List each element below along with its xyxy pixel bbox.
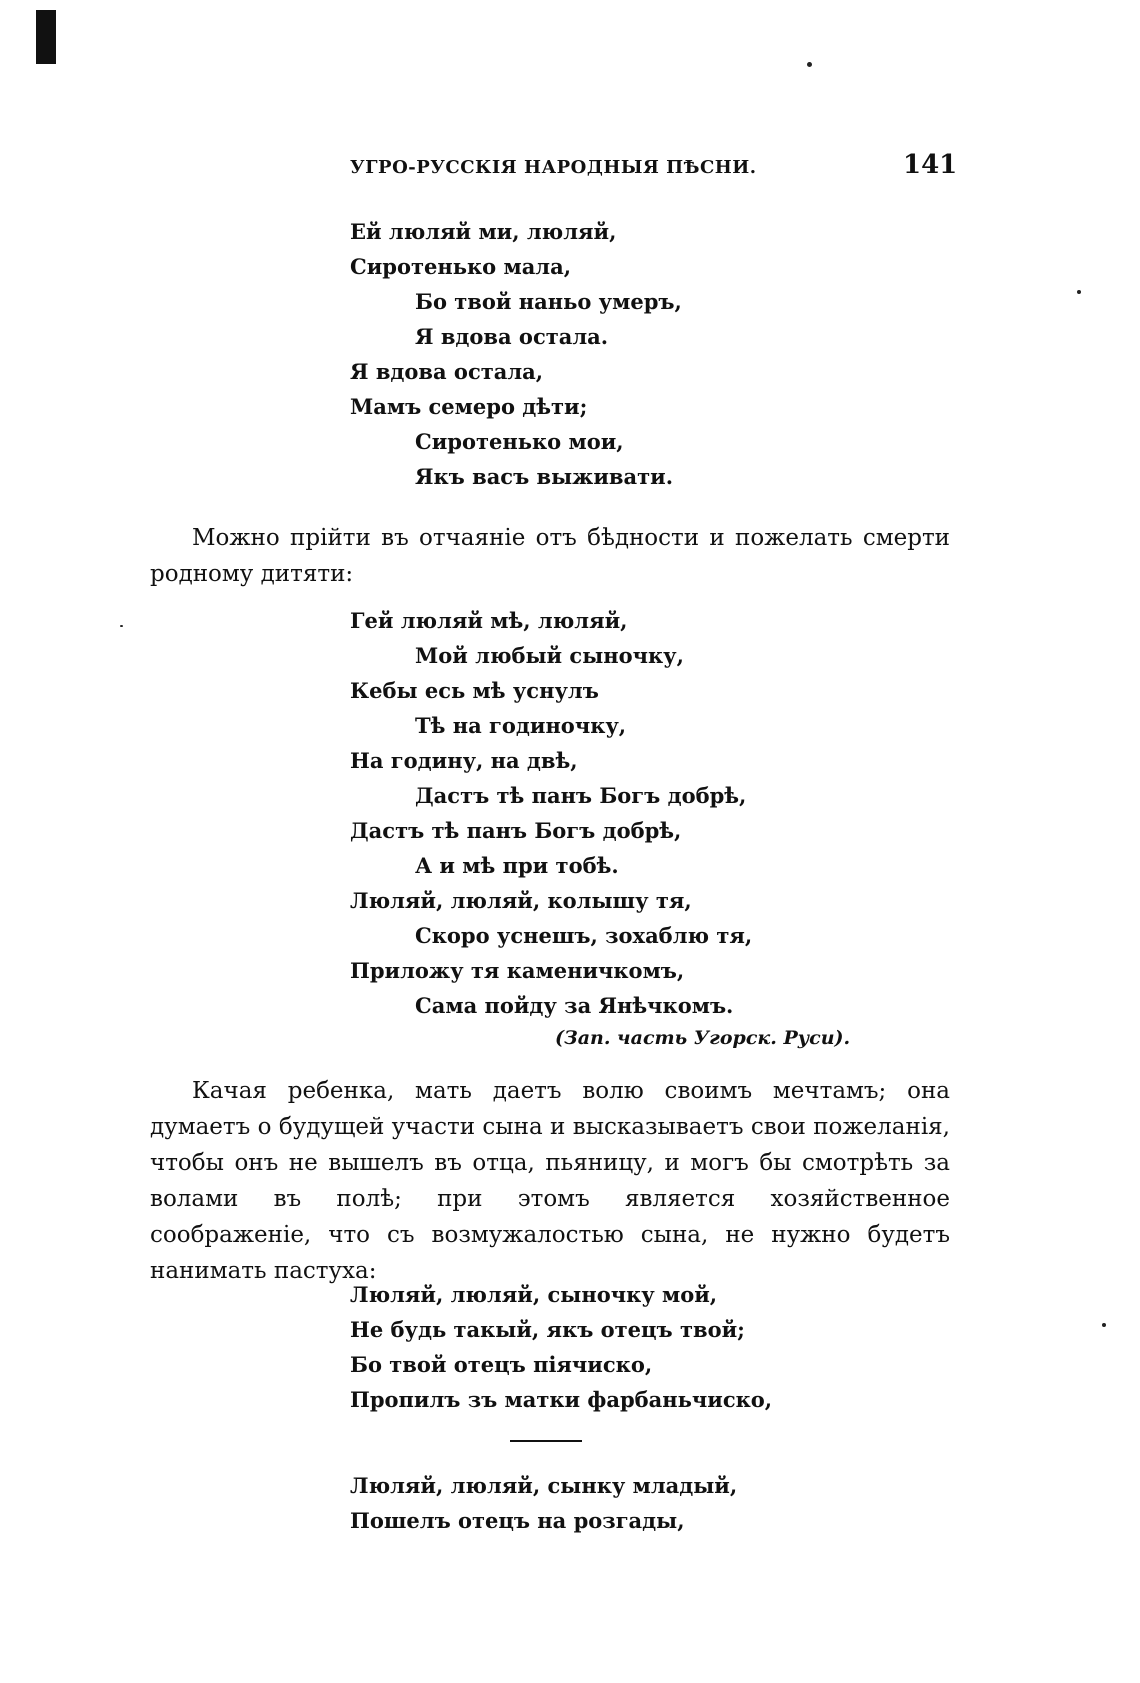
verse-line: Бо твой отецъ пiячиско, [350, 1352, 653, 1377]
verse-line: На годину, на двѣ, [350, 748, 578, 773]
verse-line: Дастъ тѣ панъ Богъ добрѣ, [415, 783, 747, 808]
verse-line: Якъ васъ выживати. [415, 464, 674, 489]
verse-line: Не будь такый, якъ отецъ твой; [350, 1317, 745, 1342]
verse-line: Гей люляй мѣ, люляй, [350, 608, 628, 633]
verse-line: Я вдова остала. [415, 324, 609, 349]
scan-speck [120, 625, 123, 627]
verse-line: А и мѣ при тобѣ. [415, 853, 619, 878]
scan-speck [807, 62, 812, 67]
verse-line: Пошелъ отецъ на розгады, [350, 1508, 685, 1533]
verse-line: Скоро уснешъ, зохаблю тя, [415, 923, 753, 948]
verse-line: Бо твой наньо умеръ, [415, 289, 682, 314]
paragraph [150, 520, 950, 592]
scan-speck [1102, 1323, 1106, 1327]
page-number: 141 [903, 150, 958, 180]
verse-line: Дастъ тѣ панъ Богъ добрѣ, [350, 818, 682, 843]
verse-line: Мамъ семеро дѣти; [350, 394, 588, 419]
verse-line: Сама пойду за Янѣчкомъ. [415, 993, 734, 1018]
paragraph [150, 1073, 950, 1289]
section-divider [510, 1440, 582, 1442]
source-attribution: (Зап. часть Угорск. Руси). [555, 1027, 851, 1049]
verse-line: Я вдова остала, [350, 359, 544, 384]
verse-line: Приложу тя каменичкомъ, [350, 958, 685, 983]
verse-line: Сиротенько мои, [415, 429, 624, 454]
scan-speck [1077, 290, 1081, 294]
paragraph-text: Можно прійти въ отчаяніе отъ бѣдности и пожелать смерти родному дитяти: [150, 525, 950, 587]
verse-line: Тѣ на годиночку, [415, 713, 627, 738]
verse-line: Мой любый сыночку, [415, 643, 684, 668]
paragraph-text: Качая ребенка, мать даетъ волю своимъ мечтамъ; она думаетъ о будущей участи сына и высказываетъ свои пожеланія, чтобы онъ не вышелъ въ отца, пьяницу, и могъ бы смотрѣть за волами въ полѣ; при этомъ является хозяйственное соображеніе, что съ возмужалостью сына, не нужно будетъ нанимать пастуха: [150, 1078, 950, 1284]
verse-line: Люляй, люляй, сыночку мой, [350, 1282, 718, 1307]
running-title: УГРО-РУССКІЯ НАРОДНЫЯ ПѢСНИ. [350, 157, 757, 178]
verse-line: Люляй, люляй, сынку младый, [350, 1473, 738, 1498]
scan-edge-mark [36, 10, 56, 64]
verse-line: Люляй, люляй, колышу тя, [350, 888, 692, 913]
verse-line: Сиротенько мала, [350, 254, 572, 279]
verse-line: Ей люляй ми, люляй, [350, 219, 617, 244]
verse-line: Пропилъ зъ матки фарбаньчиско, [350, 1387, 773, 1412]
verse-line: Кебы есь мѣ уснулъ [350, 678, 599, 703]
